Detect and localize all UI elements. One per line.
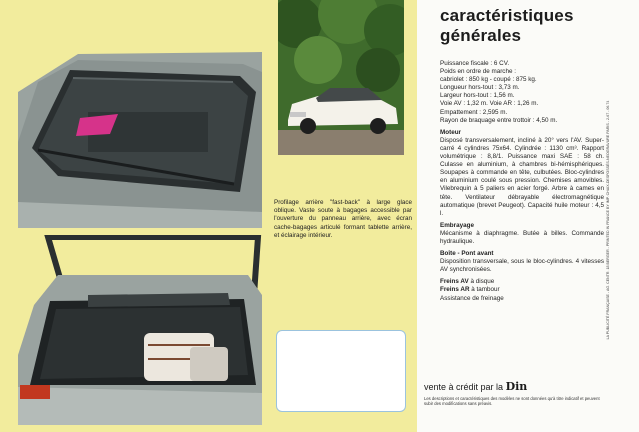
moteur-heading: Moteur (440, 128, 461, 136)
title-line-1: caractéristiques (440, 6, 574, 25)
spec-line: Voie AV : 1,32 m. Voie AR : 1,26 m. (440, 100, 539, 108)
din-logo: Din (505, 380, 528, 393)
freins-ar-label: Freins AR (440, 286, 470, 294)
credit-banner (424, 380, 604, 393)
moteur-text: Disposé transversalement, incliné à 20° vers l'AV. Super-carré 4 cylindres 75x64. Cylindrée : 1130 cm³. Rapport volumétrique : 8,8/1. Puissance maxi SAE : 58 ch. Culasse en aluminium, à chambres bi-hémisphériques. Soupapes à commande en tête, culbutées. Bloc-cylindres en aluminium coulé sous pression. Chemises amovibles. Vilebrequin à 5 paliers en acier forgé. Arbre à cames en tête. Ventilateur débrayable électromagnétique automatique (brevet Peugeot). Capacité huile moteur : 4,5 l. (440, 136, 604, 217)
disclaimer: Les descriptions et caractéristiques des modèles ne sont données qu'à titre indicatif et peuvent subir des modifications sans préavis. (424, 396, 600, 407)
spec-line: cabriolet : 850 kg - coupé : 875 kg. (440, 76, 537, 84)
freins-ar-row (440, 286, 604, 294)
freins-av-row (440, 278, 604, 286)
freins-av-value: à disque (470, 278, 495, 286)
car-side-photo (278, 0, 404, 155)
freins-av-label: Freins AV (440, 278, 469, 286)
embrayage-heading: Embrayage (440, 221, 474, 229)
car-rear-window-photo (18, 52, 262, 228)
spec-line: Longueur hors-tout : 3,73 m. (440, 84, 520, 92)
spec-line: Empattement : 2,595 m. (440, 108, 508, 116)
embrayage-text: Mécanisme à diaphragme. Butée à billes. Commande hydraulique. (440, 229, 604, 245)
spec-line: Largeur hors-tout : 1,56 m. (440, 92, 515, 100)
car-trunk-photo (18, 235, 262, 425)
assistance-line: Assistance de freinage (440, 294, 504, 302)
boite-heading: Boîte - Pont avant (440, 250, 494, 258)
dealer-stamp-box (276, 330, 406, 412)
boite-text: Disposition transversale, sous le bloc-cylindres. 4 vitesses AV synchronisées. (440, 258, 604, 274)
spec-line: Rayon de braquage entre trottoir : 4,50 m. (440, 116, 558, 124)
rear-profile-caption: Profilage arrière "fast-back" à large glace oblique. Vaste soute à bagages accessible par l'ouverture du panneau arrière, avec écran cache-bagages articulé formant tablette arrière, et éclairage intérieur. (274, 199, 412, 239)
page-title (440, 6, 620, 46)
printer-credit (603, 20, 613, 420)
specifications (440, 60, 604, 303)
printer-credit-text: LA PUBLICITÉ FRANÇAISE - AG. CENTR. 18 BERGER - PRINTED IN FRANCE BY IMP. CHAIX-DESFOSSÉS-NEOGRAVURE PARIS - 2-67 - 06.74 (606, 100, 610, 340)
credit-text: vente à crédit par la (424, 382, 504, 392)
spec-line: Poids en ordre de marche : (440, 68, 516, 76)
spec-line: Puissance fiscale : 6 CV. (440, 60, 510, 67)
freins-ar-value: à tambour (471, 286, 500, 294)
title-line-2: générales (440, 26, 522, 45)
